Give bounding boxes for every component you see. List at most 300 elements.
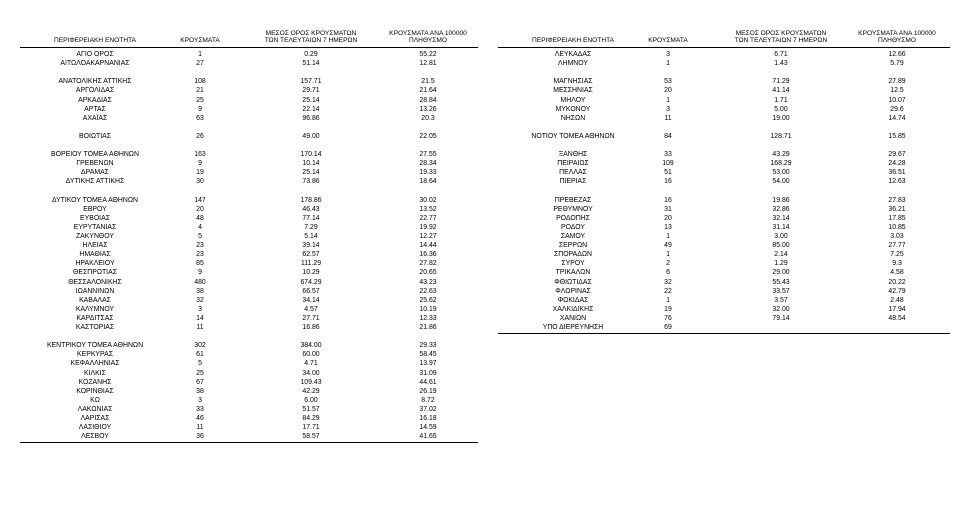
table-row [498, 296, 950, 305]
table-row [20, 250, 478, 259]
cell-region: ΕΥΡΥΤΑΝΙΑΣ [73, 223, 117, 231]
cell-region: ΣΠΟΡΑΔΩΝ [553, 251, 592, 259]
cell-region: ΒΟΙΩΤΙΑΣ [78, 132, 111, 140]
cell-cases: 23 [196, 242, 204, 250]
table-row [498, 77, 950, 86]
cell-per100k: 12.5 [890, 87, 904, 95]
cell-per100k: 10.19 [419, 305, 437, 313]
cell-per100k: 24.28 [888, 160, 906, 168]
cell-avg7: 46.43 [302, 205, 320, 213]
cell-per100k: 13.97 [419, 360, 437, 368]
cell-avg7: 43.29 [772, 151, 790, 159]
cell-region: ΠΕΛΛΑΣ [559, 169, 587, 177]
cell-region: ΜΥΚΟΝΟΥ [555, 105, 591, 113]
table-row [20, 223, 478, 232]
cell-per100k: 36.51 [888, 169, 906, 177]
table-row [498, 86, 950, 95]
table-row [20, 378, 478, 387]
cell-avg7: 31.14 [772, 223, 790, 231]
table-row [20, 150, 478, 159]
table-row [20, 414, 478, 423]
table-row [498, 59, 950, 68]
cell-per100k: 22.05 [419, 132, 437, 140]
table-row [498, 214, 950, 223]
cell-region: ΚΑΛΥΜΝΟΥ [75, 305, 115, 313]
cell-avg7: 32.00 [772, 305, 790, 313]
cell-avg7: 170.14 [300, 151, 322, 159]
table-row [498, 305, 950, 314]
cell-cases: 76 [664, 314, 672, 322]
cell-per100k: 8.72 [421, 396, 435, 404]
cell-region: ΒΟΡΕΙΟΥ ΤΟΜΕΑ ΑΘΗΝΩΝ [51, 151, 139, 159]
cell-region: ΓΡΕΒΕΝΩΝ [76, 160, 114, 168]
cell-per100k: 21.5 [421, 78, 435, 86]
table-row [20, 423, 478, 432]
cell-avg7: 1.29 [774, 260, 788, 268]
table-row [20, 278, 478, 287]
cell-avg7: 5.00 [774, 105, 788, 113]
table-row [20, 268, 478, 277]
cell-cases: 23 [196, 251, 204, 259]
cell-cases: 1 [666, 233, 670, 240]
cell-region: ΞΑΝΘΗΣ [558, 151, 588, 159]
cell-cases: 1 [666, 251, 670, 259]
table-row [20, 123, 478, 132]
cell-avg7: 39.14 [302, 242, 320, 250]
cell-region: ΘΕΣΣΑΛΟΝΙΚΗΣ [68, 278, 122, 286]
cell-avg7: 42.29 [302, 387, 320, 395]
cell-avg7: 178.86 [300, 196, 322, 204]
cell-per100k: 7.25 [890, 251, 904, 259]
cell-region: ΜΕΣΣΗΝΙΑΣ [553, 87, 593, 95]
cell-per100k: 29.67 [888, 151, 906, 159]
cell-avg7: 19.86 [772, 196, 790, 204]
cell-per100k: 16.18 [419, 415, 437, 422]
cell-avg7: 73.86 [302, 178, 320, 186]
cell-cases: 1 [198, 51, 202, 58]
cell-region: ΕΒΡΟΥ [83, 205, 107, 213]
cell-avg7: 4.71 [304, 360, 318, 368]
table-row [20, 332, 478, 341]
cell-cases: 11 [664, 114, 672, 122]
cell-avg7: 16.86 [302, 324, 320, 331]
table-row [20, 214, 478, 223]
cell-per100k: 13.52 [419, 205, 437, 213]
cell-cases: 109 [662, 160, 674, 168]
cell-cases: 16 [664, 178, 672, 186]
cell-cases: 21 [196, 87, 204, 95]
cell-cases: 27 [196, 60, 204, 68]
table-row [498, 132, 950, 141]
cell-region: ΙΩΑΝΝΙΝΩΝ [75, 287, 115, 295]
cell-region: ΣΥΡΟΥ [561, 260, 585, 268]
table-row [20, 114, 478, 123]
cell-per100k: 15.85 [888, 132, 906, 140]
cell-avg7: 32.14 [772, 214, 790, 222]
cell-region: ΡΕΘΥΜΝΟΥ [553, 205, 593, 213]
cell-per100k: 25.62 [419, 296, 437, 304]
cell-region: ΚΑΣΤΟΡΙΑΣ [75, 324, 115, 331]
cell-avg7: 79.14 [772, 314, 790, 322]
table-row [20, 432, 478, 441]
table-row [20, 77, 478, 86]
cell-region: ΑΙΤΩΛΟΑΚΑΡΝΑΝΙΑΣ [60, 60, 130, 68]
table-row [20, 96, 478, 105]
cell-avg7: 33.57 [772, 287, 790, 295]
cell-avg7: 66.57 [302, 287, 320, 295]
cell-cases: 33 [196, 405, 204, 413]
cell-avg7: 85.00 [772, 242, 790, 250]
cell-region: ΗΛΕΙΑΣ [82, 242, 108, 250]
cell-region: ΗΜΑΘΙΑΣ [79, 251, 111, 259]
cell-region: ΚΑΒΑΛΑΣ [79, 296, 111, 304]
cell-per100k: 30.02 [419, 196, 437, 204]
table-row [20, 305, 478, 314]
cell-cases: 20 [196, 205, 204, 213]
cell-cases: 147 [194, 196, 206, 204]
cell-avg7: 29.00 [772, 269, 790, 277]
cell-region: ΛΑΣΙΘΙΟΥ [78, 424, 112, 432]
table-row [20, 259, 478, 268]
cell-region: ΘΕΣΠΡΩΤΙΑΣ [73, 269, 117, 277]
table-row [20, 323, 478, 332]
cell-per100k: 28.84 [419, 96, 437, 104]
cell-avg7: 54.00 [772, 178, 790, 186]
table-row [20, 187, 478, 196]
cell-region: ΑΓΙΟ ΟΡΟΣ [76, 51, 114, 58]
cell-cases: 51 [664, 169, 672, 177]
cell-avg7: 96.86 [302, 114, 320, 122]
cell-cases: 2 [666, 260, 670, 268]
cell-cases: 20 [664, 214, 672, 222]
cell-per100k: 42.79 [888, 287, 906, 295]
table-row [498, 232, 950, 241]
table-row [498, 68, 950, 77]
cell-per100k: 18.64 [419, 178, 437, 186]
cell-avg7: 109.43 [300, 378, 322, 386]
cell-avg7: 111.29 [300, 260, 322, 268]
table-row [498, 150, 950, 159]
cell-cases: 26 [196, 132, 204, 140]
cell-cases: 49 [664, 242, 672, 250]
table-row [20, 387, 478, 396]
cell-cases: 48 [196, 214, 204, 222]
cell-per100k: 17.85 [888, 214, 906, 222]
cell-region: ΕΥΒΟΙΑΣ [80, 214, 110, 222]
cell-avg7: 19.00 [772, 114, 790, 122]
cell-per100k: 13.26 [419, 105, 437, 113]
cell-cases: 14 [196, 314, 204, 322]
cell-region: ΔΥΤΙΚΟΥ ΤΟΜΕΑ ΑΘΗΝΩΝ [51, 196, 138, 204]
cell-region: ΔΥΤΙΚΗΣ ΑΤΤΙΚΗΣ [65, 178, 125, 186]
cell-cases: 1 [666, 296, 670, 304]
table-row [20, 86, 478, 95]
table-row [498, 141, 950, 150]
cell-region: ΝΟΤΙΟΥ ΤΟΜΕΑ ΑΘΗΝΩΝ [531, 132, 615, 140]
table-row [498, 205, 950, 214]
cell-cases: 63 [196, 114, 204, 122]
cell-cases: 19 [196, 169, 204, 177]
table-row [498, 241, 950, 250]
cell-avg7: 55.43 [772, 278, 790, 286]
cell-avg7: 157.71 [300, 78, 322, 86]
cell-region: ΦΩΚΙΔΑΣ [557, 296, 589, 304]
cell-avg7: 2.14 [774, 251, 788, 259]
cell-region: ΚΟΖΑΝΗΣ [78, 378, 112, 386]
cell-per100k: 14.74 [888, 114, 906, 122]
cell-per100k: 2.48 [890, 296, 904, 304]
header-per100k: ΚΡΟΥΣΜΑΤΑ ΑΝΑ 100000 ΠΛΗΘΥΣΜΟ [858, 29, 936, 45]
header-avg7: ΜΕΣΟΣ ΟΡΟΣ ΚΡΟΥΣΜΑΤΩΝ ΤΩΝ ΤΕΛΕΥΤΑΙΩΝ 7 ΗΜΕΡΩΝ [264, 29, 358, 45]
cell-cases: 3 [666, 51, 670, 58]
cell-per100k: 27.83 [888, 196, 906, 204]
cell-region: ΣΑΜΟΥ [560, 233, 586, 240]
cell-avg7: 22.14 [302, 105, 320, 113]
table-row [20, 177, 478, 186]
cell-cases: 84 [664, 132, 672, 140]
cell-cases: 3 [198, 305, 202, 313]
cell-avg7: 51.57 [302, 405, 320, 413]
table-row [20, 396, 478, 405]
cell-per100k: 21.86 [419, 324, 437, 331]
cell-per100k: 37.02 [419, 405, 437, 413]
table-row [20, 59, 478, 68]
cell-avg7: 3.57 [774, 296, 788, 304]
cell-region: ΚΕΡΚΥΡΑΣ [77, 351, 113, 359]
cell-per100k: 31.09 [419, 369, 437, 377]
cell-per100k: 28.34 [419, 160, 437, 168]
table-row [498, 223, 950, 232]
cell-per100k: 27.89 [888, 78, 906, 86]
cell-cases: 38 [196, 387, 204, 395]
cell-region: ΧΑΝΙΩΝ [559, 314, 587, 322]
cell-region: ΠΙΕΡΙΑΣ [559, 178, 587, 186]
cell-per100k: 14.44 [419, 242, 437, 250]
cell-avg7: 27.71 [302, 314, 320, 322]
cell-per100k: 21.64 [419, 87, 437, 95]
cell-avg7: 62.57 [302, 251, 320, 259]
table-row [498, 250, 950, 259]
cell-avg7: 6.71 [774, 51, 788, 58]
cell-region: ΑΡΓΟΛΙΔΑΣ [75, 87, 115, 95]
table-row [498, 50, 950, 59]
cell-region: ΛΕΣΒΟΥ [81, 433, 109, 441]
header-per100k: ΚΡΟΥΣΜΑΤΑ ΑΝΑ 100000 ΠΛΗΘΥΣΜΟ [389, 29, 467, 45]
header-cases: ΚΡΟΥΣΜΑΤΑ [648, 37, 688, 45]
cell-cases: 163 [194, 151, 206, 159]
cell-per100k: 9.3 [892, 260, 902, 268]
cell-cases: 67 [196, 378, 204, 386]
cell-per100k: 12.66 [888, 51, 906, 58]
cell-per100k: 5.79 [890, 60, 904, 68]
table-row [20, 141, 478, 150]
table-row [498, 96, 950, 105]
cell-cases: 11 [196, 324, 204, 331]
cell-per100k: 29.6 [890, 105, 904, 113]
cell-avg7: 674.29 [300, 278, 322, 286]
header-cases: ΚΡΟΥΣΜΑΤΑ [180, 37, 220, 45]
table-row [20, 68, 478, 77]
cell-avg7: 25.14 [302, 169, 320, 177]
cell-per100k: 29.33 [419, 342, 437, 350]
cell-cases: 22 [664, 287, 672, 295]
table-row [20, 350, 478, 359]
cell-region: ΑΡΚΑΔΙΑΣ [78, 96, 112, 104]
cell-per100k: 27.82 [419, 260, 437, 268]
cell-avg7: 25.14 [302, 96, 320, 104]
cell-cases: 31 [664, 205, 672, 213]
table-row [498, 159, 950, 168]
cell-avg7: 7.29 [304, 223, 318, 231]
cell-region: ΛΑΚΩΝΙΑΣ [77, 405, 113, 413]
cell-cases: 6 [666, 269, 670, 277]
cell-avg7: 10.14 [302, 160, 320, 168]
cell-avg7: 6.00 [304, 396, 318, 404]
cell-per100k: 17.94 [888, 305, 906, 313]
cell-cases: 4 [198, 223, 202, 231]
table-row [498, 114, 950, 123]
cell-cases: 38 [196, 287, 204, 295]
cell-cases: 32 [664, 278, 672, 286]
table-row [498, 314, 950, 323]
table-row [498, 268, 950, 277]
cell-region: ΚΟΡΙΝΘΙΑΣ [76, 387, 114, 395]
table-row [20, 359, 478, 368]
cell-cases: 302 [194, 342, 206, 350]
cell-per100k: 10.07 [888, 96, 906, 104]
header-avg7: ΜΕΣΟΣ ΟΡΟΣ ΚΡΟΥΣΜΑΤΩΝ ΤΩΝ ΤΕΛΕΥΤΑΙΩΝ 7 ΗΜΕΡΩΝ [734, 29, 828, 45]
header-region: ΠΕΡΙΦΕΡΕΙΑΚΗ ΕΝΟΤΗΤΑ [531, 37, 615, 45]
cell-avg7: 17.71 [302, 424, 320, 432]
cell-avg7: 1.71 [774, 96, 788, 104]
cell-cases: 108 [194, 78, 206, 86]
cell-avg7: 77.14 [302, 214, 320, 222]
cell-cases: 9 [198, 160, 202, 168]
table-row [498, 259, 950, 268]
cell-avg7: 128.71 [770, 132, 792, 140]
cell-avg7: 384.00 [300, 342, 322, 350]
cell-cases: 3 [198, 396, 202, 404]
cell-cases: 25 [196, 96, 204, 104]
cell-region: ΑΡΤΑΣ [84, 105, 106, 113]
table-row [20, 205, 478, 214]
table-row [498, 177, 950, 186]
cell-per100k: 43.23 [419, 278, 437, 286]
cell-per100k: 16.36 [419, 251, 437, 259]
cell-per100k: 27.77 [888, 242, 906, 250]
table-row [498, 105, 950, 114]
cell-region: ΝΗΣΩΝ [560, 114, 586, 122]
cell-region: ΠΕΙΡΑΙΩΣ [557, 160, 589, 168]
cell-avg7: 4.57 [304, 305, 318, 313]
table-row [498, 287, 950, 296]
cell-avg7: 168.29 [770, 160, 792, 168]
cell-region: ΑΝΑΤΟΛΙΚΗΣ ΑΤΤΙΚΗΣ [58, 78, 132, 86]
cell-region: ΛΕΥΚΑΔΑΣ [554, 51, 592, 58]
cell-cases: 69 [664, 324, 672, 331]
table-row [20, 241, 478, 250]
cell-region: ΣΕΡΡΩΝ [558, 242, 588, 250]
cell-region: ΛΑΡΙΣΑΣ [80, 415, 110, 422]
table-row [20, 405, 478, 414]
table-row [498, 323, 950, 332]
cell-cases: 32 [196, 296, 204, 304]
cell-per100k: 26.19 [419, 387, 437, 395]
cell-per100k: 44.61 [419, 378, 437, 386]
cell-cases: 33 [664, 151, 672, 159]
cell-region: ΡΟΔΟΠΗΣ [556, 214, 590, 222]
cell-per100k: 19.33 [419, 169, 437, 177]
header-region: ΠΕΡΙΦΕΡΕΙΑΚΗ ΕΝΟΤΗΤΑ [53, 37, 137, 45]
cell-region: ΛΗΜΝΟΥ [557, 60, 589, 68]
cell-avg7: 84.29 [302, 415, 320, 422]
cell-cases: 20 [664, 87, 672, 95]
cell-avg7: 58.57 [302, 433, 320, 441]
cell-cases: 9 [198, 269, 202, 277]
cell-cases: 36 [196, 433, 204, 441]
cell-per100k: 14.59 [419, 424, 437, 432]
cell-avg7: 53.00 [772, 169, 790, 177]
cell-region: ΚΑΡΔΙΤΣΑΣ [76, 314, 114, 322]
cell-region: ΜΑΓΝΗΣΙΑΣ [553, 78, 593, 86]
cell-avg7: 1.43 [774, 60, 788, 68]
cell-per100k: 12.81 [419, 60, 437, 68]
table-row [20, 287, 478, 296]
cell-avg7: 60.00 [302, 351, 320, 359]
cell-avg7: 49.00 [302, 132, 320, 140]
cell-per100k: 20.3 [421, 114, 435, 122]
header-divider [498, 47, 950, 48]
cell-per100k: 20.22 [888, 278, 906, 286]
table-row [498, 278, 950, 287]
cell-cases: 53 [664, 78, 672, 86]
cell-per100k: 48.54 [888, 314, 906, 322]
table-row [20, 168, 478, 177]
cell-avg7: 51.14 [302, 60, 320, 68]
cell-cases: 3 [666, 105, 670, 113]
cell-region: ΦΛΩΡΙΝΑΣ [555, 287, 591, 295]
cell-cases: 25 [196, 369, 204, 377]
cell-cases: 30 [196, 178, 204, 186]
table-row [20, 341, 478, 350]
cell-avg7: 34.14 [302, 296, 320, 304]
cell-cases: 16 [664, 196, 672, 204]
cell-avg7: 0.29 [304, 51, 318, 58]
cell-per100k: 22.77 [419, 214, 437, 222]
cell-per100k: 19.92 [419, 223, 437, 231]
table-row [20, 159, 478, 168]
cell-cases: 9 [198, 105, 202, 113]
cell-region: ΗΡΑΚΛΕΙΟΥ [75, 260, 115, 268]
cell-per100k: 58.45 [419, 351, 437, 359]
cell-cases: 11 [196, 424, 204, 432]
table-row [20, 50, 478, 59]
cell-avg7: 41.14 [772, 87, 790, 95]
cell-region: ΤΡΙΚΑΛΩΝ [555, 269, 591, 277]
cell-per100k: 41.65 [419, 433, 437, 441]
cell-region: ΧΑΛΚΙΔΙΚΗΣ [552, 305, 594, 313]
cell-per100k: 12.63 [888, 178, 906, 186]
table-row [20, 232, 478, 241]
table-row [20, 314, 478, 323]
table-bottom-divider [498, 333, 950, 334]
cell-avg7: 71.29 [772, 78, 790, 86]
cell-avg7: 34.00 [302, 369, 320, 377]
cell-cases: 1 [666, 96, 670, 104]
cell-avg7: 3.00 [774, 233, 788, 240]
cell-region: ΑΧΑΪΑΣ [82, 114, 108, 122]
cell-region: ΚΕΝΤΡΙΚΟΥ ΤΟΜΕΑ ΑΘΗΝΩΝ [46, 342, 144, 350]
